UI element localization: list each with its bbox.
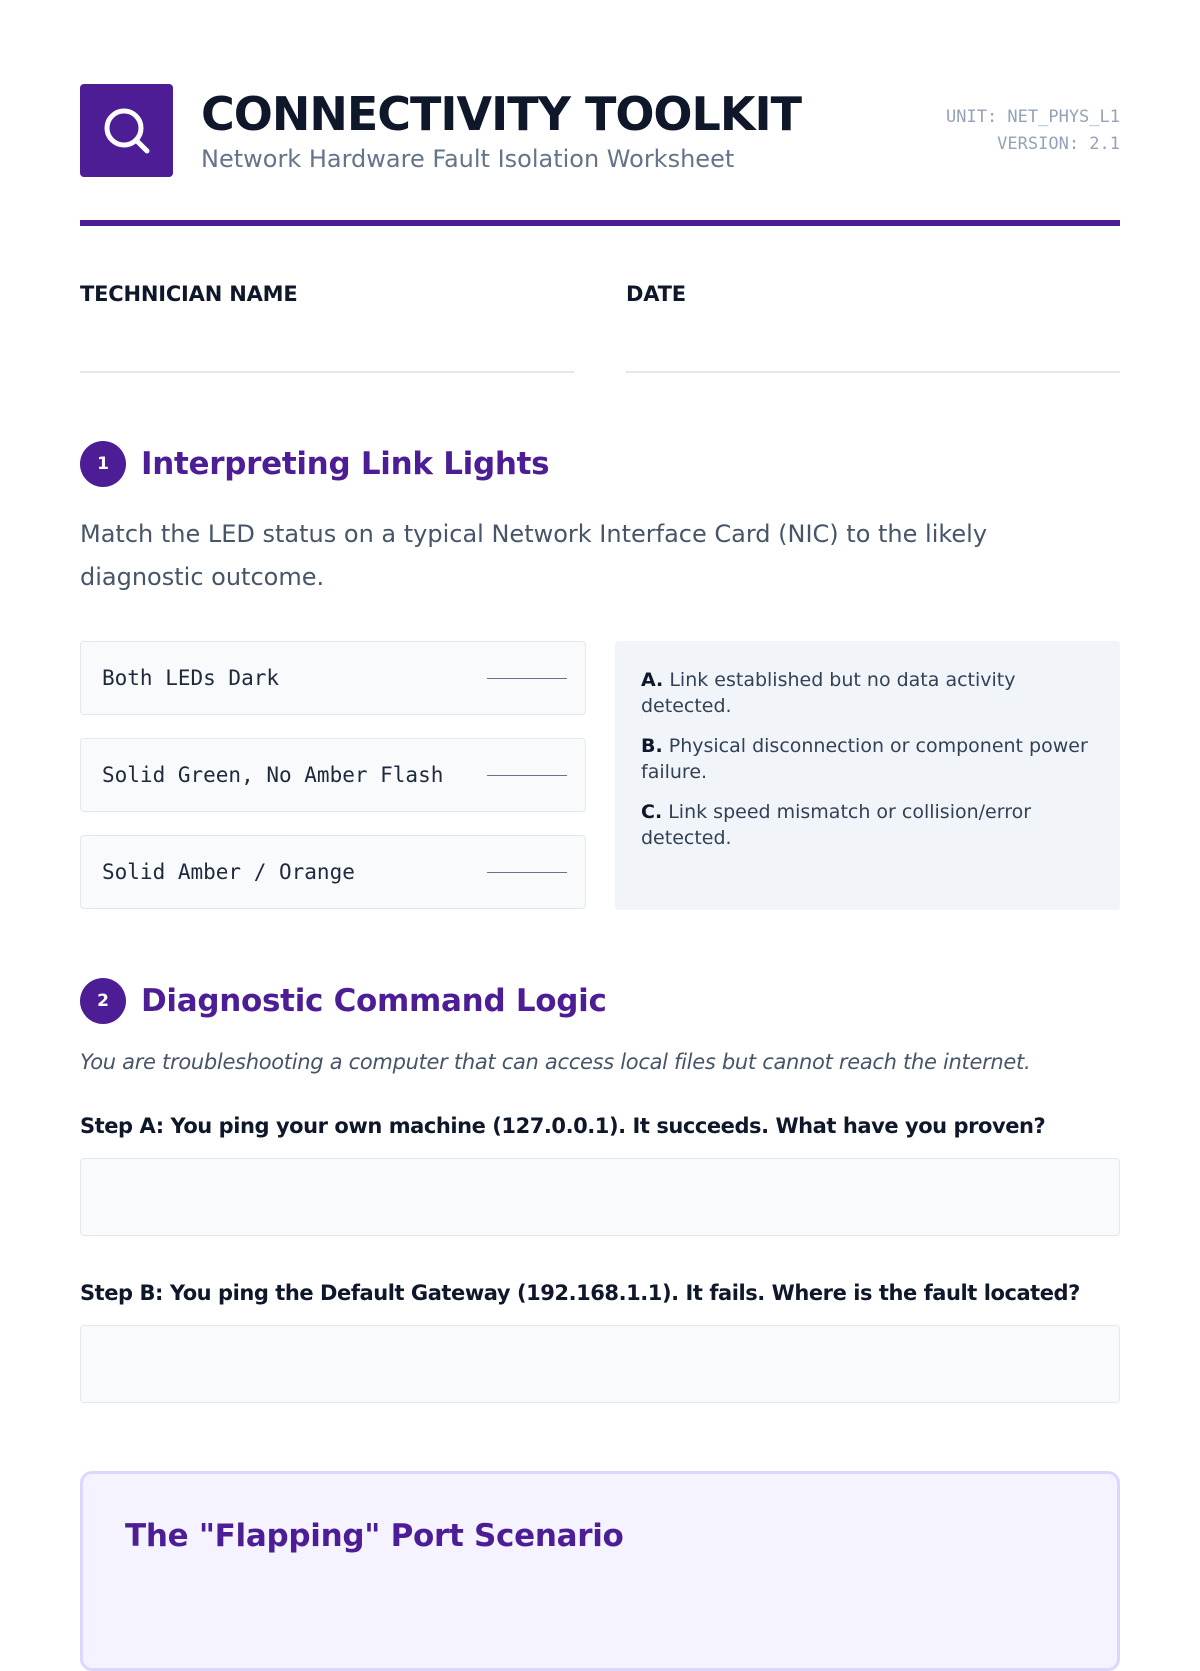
technician-name-label: TECHNICIAN NAME <box>80 282 298 306</box>
answer-text: Link established but no data activity detected. <box>641 669 1016 717</box>
magnifier-icon <box>100 104 153 157</box>
technician-name-field[interactable] <box>80 282 574 306</box>
answer-option-a <box>641 667 1094 719</box>
version-label: VERSION: 2.1 <box>997 134 1120 154</box>
answer-text: Physical disconnection or component power failure. <box>641 735 1088 783</box>
answer-key-box <box>615 641 1120 910</box>
unit-label: UNIT: NET_PHYS_L1 <box>946 107 1120 127</box>
unit-meta <box>946 104 1120 158</box>
answer-text: Link speed mismatch or collision/error detected. <box>641 801 1032 849</box>
section-2-title: Diagnostic Command Logic <box>141 983 607 1019</box>
answer-letter: B. <box>641 735 663 757</box>
match-item-3 <box>80 835 586 909</box>
flapping-port-card <box>80 1471 1120 1671</box>
step-b-question: Step B: You ping the Default Gateway (192.168.1.1). It fails. Where is the fault located? <box>80 1281 1080 1305</box>
date-field[interactable] <box>626 282 1120 306</box>
section-1-intro: Match the LED status on a typical Network Interface Card (NIC) to the likely diagnostic outcome. <box>80 520 988 591</box>
answer-option-b <box>641 733 1094 785</box>
section-1-badge: 1 <box>80 441 126 487</box>
date-line[interactable] <box>626 371 1120 373</box>
section-1-title: Interpreting Link Lights <box>141 446 550 482</box>
logo <box>80 84 173 177</box>
technician-name-line[interactable] <box>80 371 574 373</box>
page-subtitle: Network Hardware Fault Isolation Worksheet <box>201 145 735 173</box>
answer-option-c <box>641 799 1094 851</box>
match-item-text: Solid Green, No Amber Flash <box>102 763 444 787</box>
section-2-badge: 2 <box>80 978 126 1024</box>
worksheet-header <box>80 84 1120 184</box>
answer-letter: A. <box>641 669 664 691</box>
header-divider <box>80 220 1120 226</box>
match-item-2 <box>80 738 586 812</box>
page-title: CONNECTIVITY TOOLKIT <box>201 87 801 141</box>
match-answer-blank[interactable] <box>487 775 567 776</box>
step-a-answer-field[interactable] <box>80 1158 1120 1236</box>
step-a-question: Step A: You ping your own machine (127.0.0.1). It succeeds. What have you proven? <box>80 1114 1046 1138</box>
flapping-port-title: The "Flapping" Port Scenario <box>125 1518 624 1554</box>
match-item-text: Solid Amber / Orange <box>102 860 355 884</box>
answer-letter: C. <box>641 801 663 823</box>
match-item-text: Both LEDs Dark <box>102 666 280 690</box>
date-label: DATE <box>626 282 686 306</box>
match-item-1 <box>80 641 586 715</box>
match-answer-blank[interactable] <box>487 678 567 679</box>
match-answer-blank[interactable] <box>487 872 567 873</box>
section-2-scenario: You are troubleshooting a computer that can access local files but cannot reach the internet. <box>80 1050 1031 1074</box>
step-b-answer-field[interactable] <box>80 1325 1120 1403</box>
